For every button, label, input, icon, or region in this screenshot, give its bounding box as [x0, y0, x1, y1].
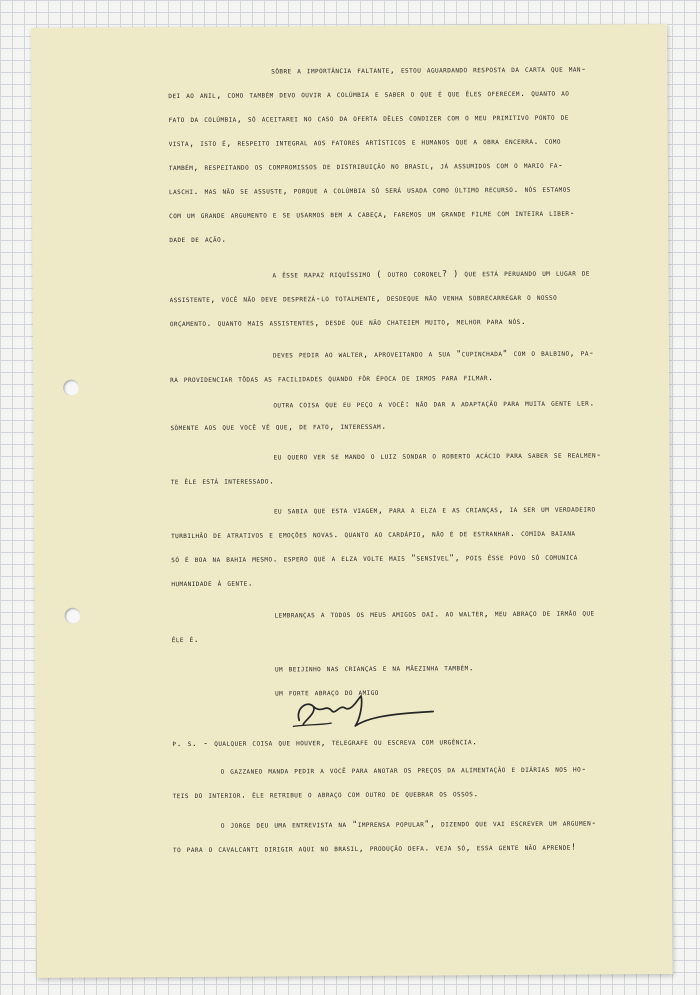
text-line: fato da colúmbia, só aceitarei no caso da oferta dêles condizer com o meu primitivo ponto de — [168, 112, 569, 126]
text-line: teis do interior. êle retribue o abraço com outro de quebrar os ossos. — [172, 789, 479, 802]
text-line: p. s. - qualquer coisa que houver, telegrafe ou escreva com urgência. — [172, 737, 478, 750]
text-line: eu quero ver se mando o luiz sondar o roberto acácio para saber se realmen- — [273, 450, 602, 463]
text-line: assistente, você não deve desprezá-lo totalmente, desdeque não venha sobrecarregar o nosso — [169, 292, 558, 306]
text-line: outra coisa que eu peço a você: não dar a adaptação para muita gente ler. — [273, 398, 595, 411]
text-line: também, respeitando os compromissos de distribuição no brasil, já assumidos com o mario fa- — [168, 160, 564, 174]
text-line: ra providenciar tôdas as facilidades quando fôr época de irmos para filmar. — [170, 373, 494, 386]
text-line: com um grande argumento e se usarmos bem a cabeça, faremos um grande filme com inteira liber- — [169, 208, 576, 222]
text-line: to para o cavalcanti dirigir aqui no brasil, produção defa. veja só, essa gente não aprende! — [173, 842, 577, 856]
text-line: laschi. mas não se assuste, porque a colúmbia só será usada como último recurso. nós estamos — [168, 184, 571, 198]
text-line: a êsse rapaz riquíssimo ( outro coronel? ) que está peruando um lugar de — [272, 268, 591, 281]
text-line: vista, isto é, respeito integral aos fatores artísticos e humanos que a obra encerra. como — [168, 136, 561, 150]
text-line: turbilhão de atrativos e emoções novas. quanto ao cardápio, não é de estranhar. comida baiana — [171, 528, 576, 542]
text-line: só é boa na bahia mesmo. espero que a elza volte mais "sensível", pois êsse povo só comunica — [171, 552, 578, 566]
text-line: dade de ação. — [169, 234, 227, 246]
text-line: deves pedir ao walter, aproveitando a sua "cupinchada" com o balbino, pa- — [272, 348, 595, 361]
text-line: lembranças a todos os meus amigos daí. ao walter, meu abraço de irmão que — [274, 608, 595, 621]
text-line: sòmente aos que você vê que, de fato, interessam. — [170, 421, 387, 434]
text-line: um beijinho nas crianças e na mãezinha também. — [274, 663, 475, 675]
text-line: êle é. — [171, 634, 200, 646]
signature — [287, 689, 437, 734]
text-line: orçamento. quanto mais assistentes, desde que não chateiem muito, melhor para nós. — [169, 316, 527, 330]
text-line: te êle está interessado. — [170, 476, 275, 488]
letter-sheet — [31, 24, 673, 978]
text-line: dei ao anil, como também devo ouvir a colúmbia e saber o que é que êles oferecem. quanto ao — [168, 88, 570, 102]
text-line: sôbre a importância faltante, estou aguardando resposta da carta que man- — [271, 64, 587, 77]
text-line: eu sabia que esta viagem, para a elza e as crianças, ia ser um verdadeiro — [273, 504, 596, 517]
text-line: o gazzaneo manda pedir a você para anotar os preços da alimentação e diárias nos ho- — [220, 764, 587, 777]
punch-hole-top — [63, 380, 79, 396]
text-line: o jorge deu uma entrevista na "imprensa popular", dizendo que vai escrever um argumen- — [220, 818, 597, 831]
text-line: humanidade à gente. — [171, 578, 254, 590]
punch-hole-bottom — [65, 608, 81, 624]
text-line: um forte abraço do amigo — [275, 687, 379, 699]
